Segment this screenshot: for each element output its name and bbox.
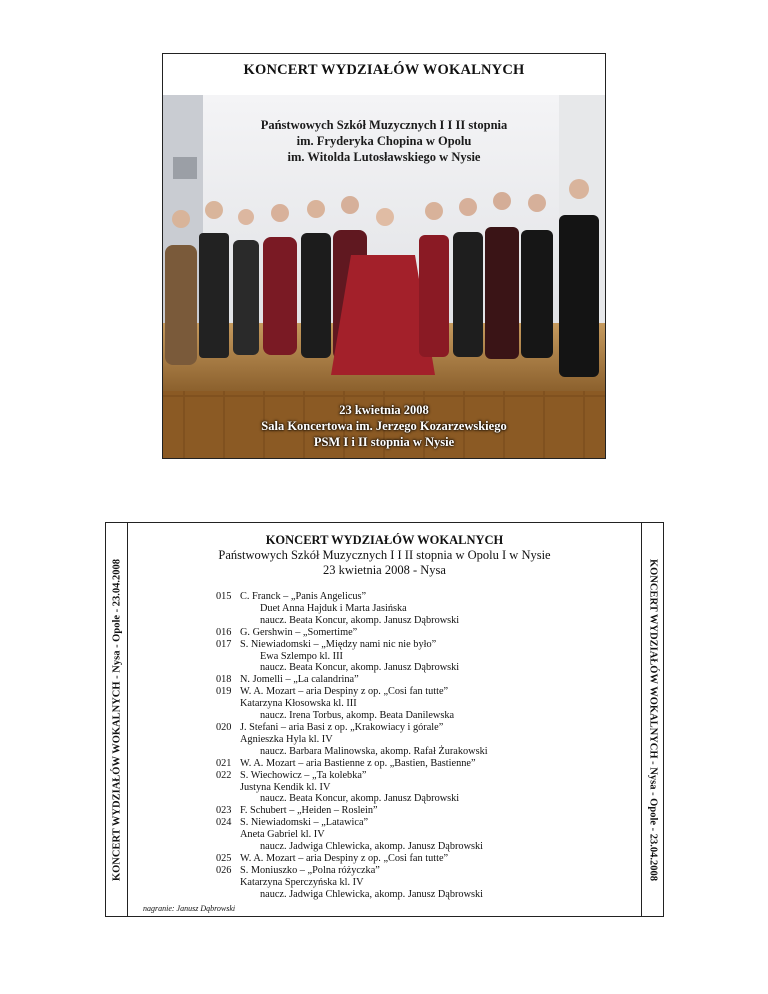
insert-header xyxy=(128,533,641,578)
photo-caption-top xyxy=(163,117,605,165)
track-title: J. Stefani – aria Basi z op. „Krakowiacy i górale” xyxy=(240,721,444,733)
spine-left xyxy=(106,523,128,916)
track-line xyxy=(216,639,488,651)
track-teacher: naucz. Beata Koncur, akomp. Janusz Dąbrowski xyxy=(260,614,460,626)
track-line xyxy=(216,758,488,770)
track-item xyxy=(216,639,488,675)
track-number: 024 xyxy=(216,817,232,829)
track-item xyxy=(216,591,488,627)
track-performer: Justyna Kendik kl. IV xyxy=(240,781,331,793)
cover-title: KONCERT WYDZIAŁÓW WOKALNYCH xyxy=(243,62,525,78)
track-item xyxy=(216,627,488,639)
track-line xyxy=(216,770,488,782)
track-performer: Agnieszka Hyla kl. IV xyxy=(240,733,333,745)
track-line xyxy=(216,627,488,639)
schools-line-2: im. Fryderyka Chopina w Opolu xyxy=(296,134,472,148)
track-item xyxy=(216,805,488,817)
concert-date: 23 kwietnia 2008 xyxy=(339,403,429,417)
spine-right-text: KONCERT WYDZIAŁÓW WOKALNYCH - Nysa - Opole - 23.04.2008 xyxy=(647,558,658,881)
track-performer: Katarzyna Kłosowska kl. III xyxy=(240,698,357,710)
track-number: 025 xyxy=(216,852,232,864)
track-title: S. Niewiadomski – „Latawica” xyxy=(240,817,369,829)
back-insert xyxy=(105,522,664,917)
track-title: G. Gershwin – „Somertime” xyxy=(240,626,358,638)
track-number: 016 xyxy=(216,626,232,638)
track-performer: Katarzyna Sperczyńska kl. IV xyxy=(240,876,364,888)
track-number: 017 xyxy=(216,638,232,650)
track-performer: Aneta Gabriel kl. IV xyxy=(240,829,325,841)
track-performer: Ewa Szlempo kl. III xyxy=(260,650,343,662)
track-title: W. A. Mozart – aria Despiny z op. „Cosi fan tutte” xyxy=(240,686,449,698)
spine-left-text: KONCERT WYDZIAŁÓW WOKALNYCH - Nysa - Opole - 23.04.2008 xyxy=(111,558,122,881)
track-title: W. A. Mozart – aria Despiny z op. „Cosi fan tutte” xyxy=(240,852,449,864)
schools-line-1: Państwowych Szkół Muzycznych I I II stopnia xyxy=(260,118,508,132)
insert-title: KONCERT WYDZIAŁÓW WOKALNYCH xyxy=(265,533,504,547)
venue-line-1: Sala Koncertowa im. Jerzego Kozarzewskiego xyxy=(261,419,507,433)
spine-right xyxy=(641,523,663,916)
track-teacher: naucz. Beata Koncur, akomp. Janusz Dąbrowski xyxy=(260,793,460,805)
track-item xyxy=(216,758,488,770)
track-title: N. Jomelli – „La calandrina” xyxy=(240,674,359,686)
track-item xyxy=(216,674,488,686)
insert-date-place: 23 kwietnia 2008 - Nysa xyxy=(323,563,446,577)
schools-line-3: im. Witolda Lutosławskiego w Nysie xyxy=(287,150,481,164)
track-item xyxy=(216,817,488,853)
track-number: 019 xyxy=(216,686,232,698)
track-item xyxy=(216,686,488,722)
track-number: 021 xyxy=(216,757,232,769)
track-line xyxy=(216,686,488,698)
track-teacher: naucz. Jadwiga Chlewicka, akomp. Janusz Dąbrowski xyxy=(260,888,484,900)
photo-caption-bottom xyxy=(163,402,605,450)
track-line xyxy=(216,591,488,603)
track-title: C. Franck – „Panis Angelicus” xyxy=(240,591,367,602)
track-line xyxy=(216,805,488,817)
track-title: S. Niewiadomski – „Między nami nic nie było” xyxy=(240,638,437,650)
track-item xyxy=(216,865,488,901)
track-line xyxy=(216,853,488,865)
track-line xyxy=(216,674,488,686)
track-title: S. Moniuszko – „Polna różyczka” xyxy=(240,864,380,876)
track-list xyxy=(216,591,488,901)
track-number: 023 xyxy=(216,805,232,817)
track-title: F. Schubert – „Heiden – Roslein” xyxy=(240,805,378,817)
track-performer: Duet Anna Hajduk i Marta Jasińska xyxy=(260,602,407,614)
track-teacher: naucz. Irena Torbus, akomp. Beata Danilewska xyxy=(260,710,455,722)
venue-line-2: PSM I i II stopnia w Nysie xyxy=(313,435,455,449)
track-number: 020 xyxy=(216,721,232,733)
track-item xyxy=(216,770,488,806)
track-item xyxy=(216,722,488,758)
track-teacher: naucz. Barbara Malinowska, akomp. Rafał Żurakowski xyxy=(260,745,488,757)
track-title: W. A. Mozart – aria Bastienne z op. „Bastien, Bastienne” xyxy=(240,757,476,769)
track-line xyxy=(216,722,488,734)
track-number: 026 xyxy=(216,864,232,876)
track-teacher: naucz. Jadwiga Chlewicka, akomp. Janusz Dąbrowski xyxy=(260,841,484,853)
track-number: 015 xyxy=(216,591,232,602)
track-number: 018 xyxy=(216,674,232,686)
group-photo xyxy=(163,95,605,459)
track-title: S. Wiechowicz – „Ta kolebka” xyxy=(240,769,367,781)
track-line xyxy=(216,865,488,877)
track-number: 022 xyxy=(216,769,232,781)
track-line xyxy=(216,817,488,829)
cover-card xyxy=(162,53,606,459)
track-item xyxy=(216,853,488,865)
track-teacher: naucz. Beata Koncur, akomp. Janusz Dąbrowski xyxy=(260,662,460,674)
insert-subtitle: Państwowych Szkół Muzycznych I I II stopnia w Opolu I w Nysie xyxy=(218,548,551,562)
recording-credit: nagranie: Janusz Dąbrowski xyxy=(143,904,236,913)
